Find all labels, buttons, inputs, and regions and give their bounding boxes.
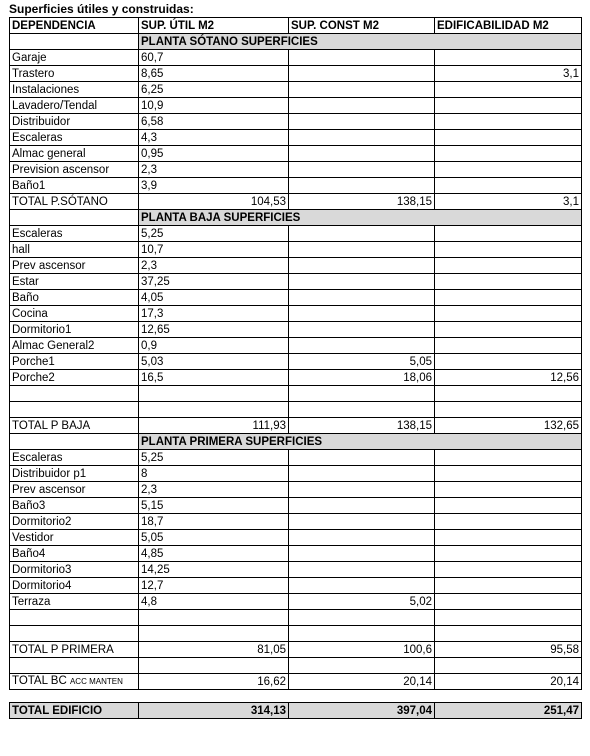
sup-const-cell: 397,04 <box>289 703 435 719</box>
edificabilidad-cell: 132,65 <box>435 418 582 434</box>
table-row <box>10 546 582 562</box>
blank-cell <box>289 658 435 674</box>
sup-util-cell: 4,3 <box>139 130 289 146</box>
table-row <box>10 562 582 578</box>
sup-util-cell: 6,25 <box>139 82 289 98</box>
sup-util-cell: 5,25 <box>139 450 289 466</box>
edificabilidad-cell <box>435 530 582 546</box>
edificabilidad-cell: 12,56 <box>435 370 582 386</box>
blank-cell <box>10 626 139 642</box>
sup-util-cell: 6,58 <box>139 114 289 130</box>
sup-const-cell <box>289 50 435 66</box>
sup-const-cell: 138,15 <box>289 418 435 434</box>
table-row <box>10 322 582 338</box>
blank-cell <box>10 402 139 418</box>
dependencia-cell: Cocina <box>10 306 139 322</box>
table-row <box>10 530 582 546</box>
sup-util-cell: 3,9 <box>139 178 289 194</box>
sup-util-cell: 60,7 <box>139 50 289 66</box>
sup-const-cell <box>289 514 435 530</box>
dependencia-cell: TOTAL P PRIMERA <box>10 642 139 658</box>
dependencia-cell: Baño1 <box>10 178 139 194</box>
sup-util-cell: 111,93 <box>139 418 289 434</box>
sup-const-cell <box>289 546 435 562</box>
edificabilidad-cell: 3,1 <box>435 66 582 82</box>
blank-row <box>10 658 582 674</box>
sup-const-cell <box>289 274 435 290</box>
surfaces-table <box>9 17 582 719</box>
blank-cell <box>10 658 139 674</box>
sup-const-cell <box>289 482 435 498</box>
dependencia-cell: Instalaciones <box>10 82 139 98</box>
header-sup-const: SUP. CONST M2 <box>289 18 435 34</box>
sup-util-cell: 8,65 <box>139 66 289 82</box>
header-row <box>10 18 582 34</box>
dependencia-cell: Prev ascensor <box>10 482 139 498</box>
edificabilidad-cell <box>435 290 582 306</box>
sup-util-cell: 2,3 <box>139 258 289 274</box>
edificabilidad-cell <box>435 114 582 130</box>
gap-cell <box>10 690 582 703</box>
edificabilidad-cell <box>435 274 582 290</box>
edificabilidad-cell <box>435 226 582 242</box>
total-row <box>10 194 582 210</box>
table-row <box>10 594 582 610</box>
edificabilidad-cell <box>435 258 582 274</box>
edificabilidad-cell <box>435 594 582 610</box>
table-row <box>10 146 582 162</box>
dependencia-cell: Distribuidor p1 <box>10 466 139 482</box>
table-row <box>10 514 582 530</box>
dependencia-cell: Baño3 <box>10 498 139 514</box>
blank-cell <box>10 386 139 402</box>
edificabilidad-cell <box>435 338 582 354</box>
sup-util-cell: 0,95 <box>139 146 289 162</box>
blank-cell <box>289 386 435 402</box>
blank-cell <box>139 386 289 402</box>
edificabilidad-cell <box>435 354 582 370</box>
sup-const-cell: 5,02 <box>289 594 435 610</box>
sup-const-cell <box>289 290 435 306</box>
blank-cell <box>435 386 582 402</box>
table-row <box>10 66 582 82</box>
blank-row <box>10 386 582 402</box>
table-row <box>10 50 582 66</box>
dependencia-cell: Prevision ascensor <box>10 162 139 178</box>
dependencia-cell: Terraza <box>10 594 139 610</box>
total-bc-sublabel: ACC MANTEN <box>69 677 123 686</box>
sup-const-cell <box>289 226 435 242</box>
dependencia-cell: Baño4 <box>10 546 139 562</box>
gap-row <box>10 690 582 703</box>
sup-const-cell <box>289 242 435 258</box>
sup-const-cell <box>289 498 435 514</box>
edificabilidad-cell <box>435 162 582 178</box>
sup-const-cell: 5,05 <box>289 354 435 370</box>
table-row <box>10 242 582 258</box>
blank-cell <box>139 610 289 626</box>
table-row <box>10 354 582 370</box>
dependencia-cell: TOTAL P.SÓTANO <box>10 194 139 210</box>
sup-const-cell <box>289 146 435 162</box>
table-row <box>10 578 582 594</box>
blank-cell <box>10 34 139 50</box>
blank-cell <box>139 402 289 418</box>
table-row <box>10 114 582 130</box>
sup-const-cell <box>289 306 435 322</box>
sup-util-cell: 37,25 <box>139 274 289 290</box>
table-row <box>10 178 582 194</box>
table-row <box>10 466 582 482</box>
sup-const-cell: 18,06 <box>289 370 435 386</box>
dependencia-cell: hall <box>10 242 139 258</box>
dependencia-cell: Dormitorio2 <box>10 514 139 530</box>
blank-cell <box>139 658 289 674</box>
header-dependencia: DEPENDENCIA <box>10 18 139 34</box>
table-row <box>10 130 582 146</box>
table-row <box>10 450 582 466</box>
sup-const-cell <box>289 130 435 146</box>
edificabilidad-cell <box>435 146 582 162</box>
sup-util-cell: 16,5 <box>139 370 289 386</box>
dependencia-cell: Dormitorio1 <box>10 322 139 338</box>
blank-cell <box>435 402 582 418</box>
sup-const-cell <box>289 162 435 178</box>
dependencia-cell: Almac General2 <box>10 338 139 354</box>
dependencia-cell: Trastero <box>10 66 139 82</box>
edificabilidad-cell <box>435 498 582 514</box>
sup-util-cell: 104,53 <box>139 194 289 210</box>
section-heading: PLANTA SÓTANO SUPERFICIES <box>139 34 582 50</box>
section-heading-row <box>10 434 582 450</box>
edificabilidad-cell: 95,58 <box>435 642 582 658</box>
dependencia-cell: Garaje <box>10 50 139 66</box>
sup-const-cell <box>289 450 435 466</box>
sup-util-cell: 81,05 <box>139 642 289 658</box>
edificabilidad-cell <box>435 322 582 338</box>
edificabilidad-cell <box>435 578 582 594</box>
sup-const-cell: 138,15 <box>289 194 435 210</box>
table-row <box>10 338 582 354</box>
blank-cell <box>10 610 139 626</box>
section-heading-row <box>10 210 582 226</box>
dependencia-cell: Prev ascensor <box>10 258 139 274</box>
blank-cell <box>289 402 435 418</box>
sup-const-cell <box>289 82 435 98</box>
edificabilidad-cell: 251,47 <box>435 703 582 719</box>
edificabilidad-cell <box>435 306 582 322</box>
table-row <box>10 98 582 114</box>
dependencia-cell: TOTAL EDIFICIO <box>10 703 139 719</box>
total-row <box>10 418 582 434</box>
sup-util-cell: 12,7 <box>139 578 289 594</box>
table-row <box>10 306 582 322</box>
edificabilidad-cell <box>435 450 582 466</box>
edificabilidad-cell <box>435 546 582 562</box>
sup-util-cell: 5,15 <box>139 498 289 514</box>
blank-cell <box>289 626 435 642</box>
blank-cell <box>435 610 582 626</box>
dependencia-cell: Porche1 <box>10 354 139 370</box>
blank-row <box>10 626 582 642</box>
sup-util-cell: 10,7 <box>139 242 289 258</box>
sup-const-cell <box>289 322 435 338</box>
sup-const-cell: 100,6 <box>289 642 435 658</box>
dependencia-cell: Estar <box>10 274 139 290</box>
sup-util-cell: 2,3 <box>139 482 289 498</box>
table-row <box>10 290 582 306</box>
dependencia-cell: Vestidor <box>10 530 139 546</box>
sup-util-cell: 5,05 <box>139 530 289 546</box>
table-row <box>10 226 582 242</box>
sup-util-cell: 4,85 <box>139 546 289 562</box>
edificabilidad-cell: 3,1 <box>435 194 582 210</box>
sup-util-cell: 10,9 <box>139 98 289 114</box>
sup-const-cell <box>289 178 435 194</box>
total-row <box>10 642 582 658</box>
grand-total-row <box>10 703 582 719</box>
sup-util-cell: 14,25 <box>139 562 289 578</box>
edificabilidad-cell <box>435 130 582 146</box>
edificabilidad-cell <box>435 98 582 114</box>
section-heading: PLANTA BAJA SUPERFICIES <box>139 210 582 226</box>
dependencia-cell <box>10 674 139 690</box>
dependencia-cell: Escaleras <box>10 226 139 242</box>
table-row <box>10 370 582 386</box>
blank-cell <box>139 626 289 642</box>
total-bc-label: TOTAL BC <box>12 675 67 687</box>
sup-const-cell <box>289 98 435 114</box>
sup-util-cell: 4,8 <box>139 594 289 610</box>
section-heading: PLANTA PRIMERA SUPERFICIES <box>139 434 582 450</box>
sup-const-cell <box>289 258 435 274</box>
sup-const-cell <box>289 466 435 482</box>
total-bc-row <box>10 674 582 690</box>
blank-cell <box>10 210 139 226</box>
edificabilidad-cell <box>435 466 582 482</box>
dependencia-cell: Escaleras <box>10 450 139 466</box>
sup-util-cell: 2,3 <box>139 162 289 178</box>
table-row <box>10 82 582 98</box>
sup-util-cell: 4,05 <box>139 290 289 306</box>
edificabilidad-cell <box>435 242 582 258</box>
sup-const-cell: 20,14 <box>289 674 435 690</box>
edificabilidad-cell <box>435 50 582 66</box>
sup-util-cell: 17,3 <box>139 306 289 322</box>
sup-const-cell <box>289 578 435 594</box>
sup-util-cell: 0,9 <box>139 338 289 354</box>
table-row <box>10 274 582 290</box>
blank-cell <box>289 610 435 626</box>
blank-row <box>10 610 582 626</box>
dependencia-cell: Almac general <box>10 146 139 162</box>
sup-const-cell <box>289 338 435 354</box>
sup-util-cell: 5,25 <box>139 226 289 242</box>
page-title: Superficies útiles y construidas: <box>9 2 194 16</box>
sup-util-cell: 16,62 <box>139 674 289 690</box>
blank-cell <box>435 626 582 642</box>
blank-cell <box>435 658 582 674</box>
header-sup-util: SUP. ÚTIL M2 <box>139 18 289 34</box>
blank-row <box>10 402 582 418</box>
dependencia-cell: Porche2 <box>10 370 139 386</box>
sup-const-cell <box>289 562 435 578</box>
dependencia-cell: TOTAL P BAJA <box>10 418 139 434</box>
dependencia-cell: Escaleras <box>10 130 139 146</box>
sup-util-cell: 8 <box>139 466 289 482</box>
dependencia-cell: Baño <box>10 290 139 306</box>
dependencia-cell: Distribuidor <box>10 114 139 130</box>
edificabilidad-cell <box>435 562 582 578</box>
edificabilidad-cell <box>435 514 582 530</box>
sup-const-cell <box>289 66 435 82</box>
dependencia-cell: Dormitorio3 <box>10 562 139 578</box>
sup-util-cell: 314,13 <box>139 703 289 719</box>
blank-cell <box>10 434 139 450</box>
edificabilidad-cell <box>435 82 582 98</box>
table-row <box>10 482 582 498</box>
dependencia-cell: Dormitorio4 <box>10 578 139 594</box>
table-row <box>10 258 582 274</box>
sup-util-cell: 12,65 <box>139 322 289 338</box>
table-row <box>10 498 582 514</box>
edificabilidad-cell <box>435 178 582 194</box>
dependencia-cell: Lavadero/Tendal <box>10 98 139 114</box>
edificabilidad-cell <box>435 482 582 498</box>
sup-util-cell: 18,7 <box>139 514 289 530</box>
table-row <box>10 162 582 178</box>
section-heading-row <box>10 34 582 50</box>
edificabilidad-cell: 20,14 <box>435 674 582 690</box>
table-body <box>10 34 582 719</box>
header-edificabilidad: EDIFICABILIDAD M2 <box>435 18 582 34</box>
sup-const-cell <box>289 530 435 546</box>
sup-util-cell: 5,03 <box>139 354 289 370</box>
sup-const-cell <box>289 114 435 130</box>
